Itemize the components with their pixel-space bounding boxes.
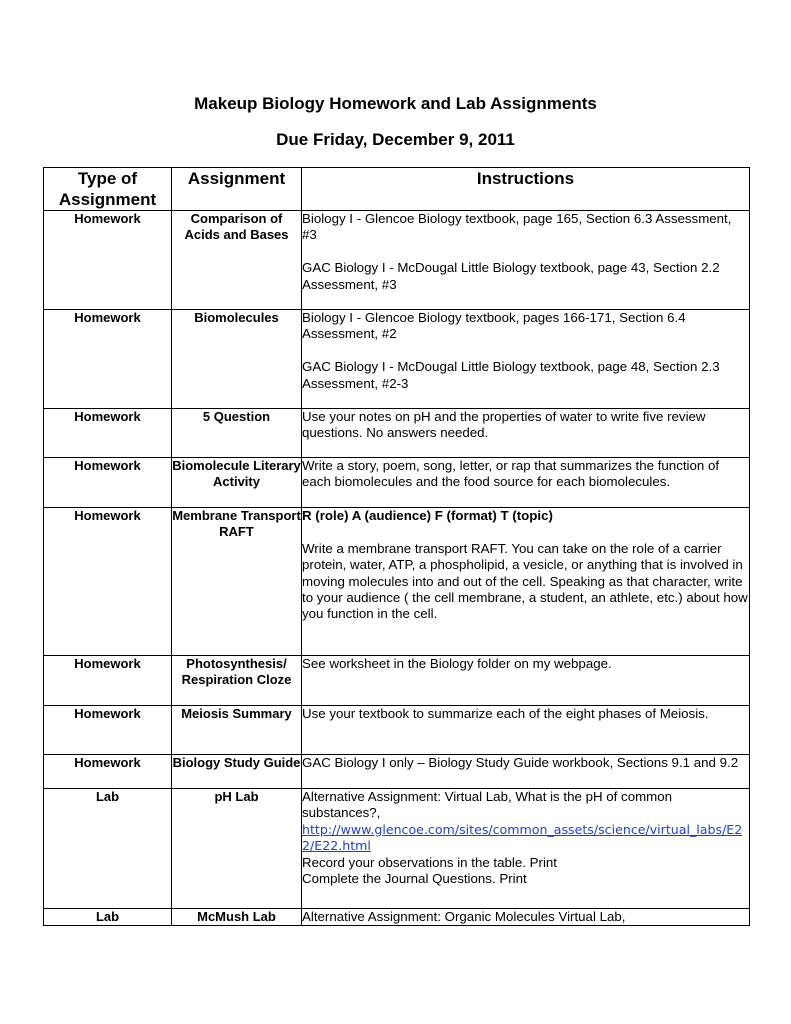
- row-type: Homework: [44, 409, 172, 458]
- instruction-text: GAC Biology I only – Biology Study Guide workbook, Sections 9.1 and 9.2: [302, 755, 739, 770]
- instruction-text: Use your textbook to summarize each of the eight phases of Meiosis.: [302, 706, 709, 721]
- table-row: [44, 755, 750, 789]
- row-instructions: [302, 909, 750, 926]
- table-row: [44, 789, 750, 909]
- instruction-text: GAC Biology I - McDougal Little Biology textbook, page 48, Section 2.3 Assessment, #2-3: [302, 359, 720, 391]
- instruction-text: Biology I - Glencoe Biology textbook, page 165, Section 6.3 Assessment, #3: [302, 211, 732, 243]
- row-assignment: Biomolecules: [172, 310, 302, 409]
- instruction-text: Alternative Assignment: Virtual Lab, What is the pH of common substances?,: [302, 789, 673, 821]
- table-row: [44, 211, 750, 310]
- row-assignment: Biology Study Guide: [172, 755, 302, 789]
- row-assignment: Comparison of Acids and Bases: [172, 211, 302, 310]
- instruction-text: Complete the Journal Questions. Print: [302, 871, 527, 887]
- row-type: Homework: [44, 310, 172, 409]
- header-instructions: Instructions: [302, 168, 750, 211]
- row-type: Homework: [44, 755, 172, 789]
- table-row: [44, 706, 750, 755]
- due-date: Due Friday, December 9, 2011: [276, 130, 515, 149]
- row-type: Homework: [44, 656, 172, 706]
- table-header-row: [44, 168, 750, 211]
- table-row: [44, 508, 750, 656]
- table-row: [44, 409, 750, 458]
- instruction-text: Alternative Assignment: Organic Molecules Virtual Lab,: [302, 909, 626, 924]
- row-instructions: [302, 409, 750, 458]
- row-type: Homework: [44, 508, 172, 656]
- row-assignment: Meiosis Summary: [172, 706, 302, 755]
- row-assignment: Biomolecule Literary Activity: [172, 458, 302, 508]
- row-instructions: [302, 789, 750, 909]
- page-title: Makeup Biology Homework and Lab Assignments: [194, 94, 597, 113]
- instruction-text: See worksheet in the Biology folder on my webpage.: [302, 656, 612, 671]
- row-type: Homework: [44, 211, 172, 310]
- instruction-text: Use your notes on pH and the properties of water to write five review questions. No answers needed.: [302, 409, 706, 441]
- instruction-text: Record your observations in the table. Print: [302, 854, 557, 870]
- row-assignment: McMush Lab: [172, 909, 302, 926]
- row-assignment: pH Lab: [172, 789, 302, 909]
- virtual-lab-link[interactable]: http://www.glencoe.com/sites/common_assets/science/virtual_labs/E22/E22.html: [302, 821, 743, 854]
- row-assignment: 5 Question: [172, 409, 302, 458]
- row-type: Lab: [44, 789, 172, 909]
- instruction-text: Biology I - Glencoe Biology textbook, pages 166-171, Section 6.4 Assessment, #2: [302, 310, 686, 342]
- table-row: [44, 656, 750, 706]
- table-row: [44, 310, 750, 409]
- table-row: [44, 909, 750, 926]
- row-instructions: [302, 458, 750, 508]
- row-type: Homework: [44, 706, 172, 755]
- row-assignment: Membrane Transport RAFT: [172, 508, 302, 656]
- header-assignment: Assignment: [172, 168, 302, 211]
- row-type: Lab: [44, 909, 172, 926]
- row-instructions: [302, 508, 750, 656]
- assignments-table: [43, 167, 750, 926]
- row-type: Homework: [44, 458, 172, 508]
- row-instructions: [302, 706, 750, 755]
- table-row: [44, 458, 750, 508]
- instruction-text: Write a membrane transport RAFT. You can take on the role of a carrier protein, water, ATP, a phospholipid, a vesicle, or anything that is involved in moving molecules into and out of the cell. Speaking as that character, write to your audience ( the cell membrane, a student, an athlete, etc.) about how you function in the cell.: [302, 540, 748, 622]
- row-assignment: Photosynthesis/ Respiration Cloze: [172, 656, 302, 706]
- instruction-text: GAC Biology I - McDougal Little Biology textbook, page 43, Section 2.2 Assessment, #3: [302, 260, 720, 292]
- header-type: Type of Assignment: [44, 168, 172, 211]
- row-instructions: [302, 755, 750, 789]
- row-instructions: [302, 310, 750, 409]
- instruction-text: Write a story, poem, song, letter, or rap that summarizes the function of each biomolecules and the food source for each biomolecules.: [302, 458, 720, 490]
- raft-heading: R (role) A (audience) F (format) T (topic): [302, 508, 553, 523]
- link-line: [302, 822, 749, 855]
- row-instructions: [302, 211, 750, 310]
- row-instructions: [302, 656, 750, 706]
